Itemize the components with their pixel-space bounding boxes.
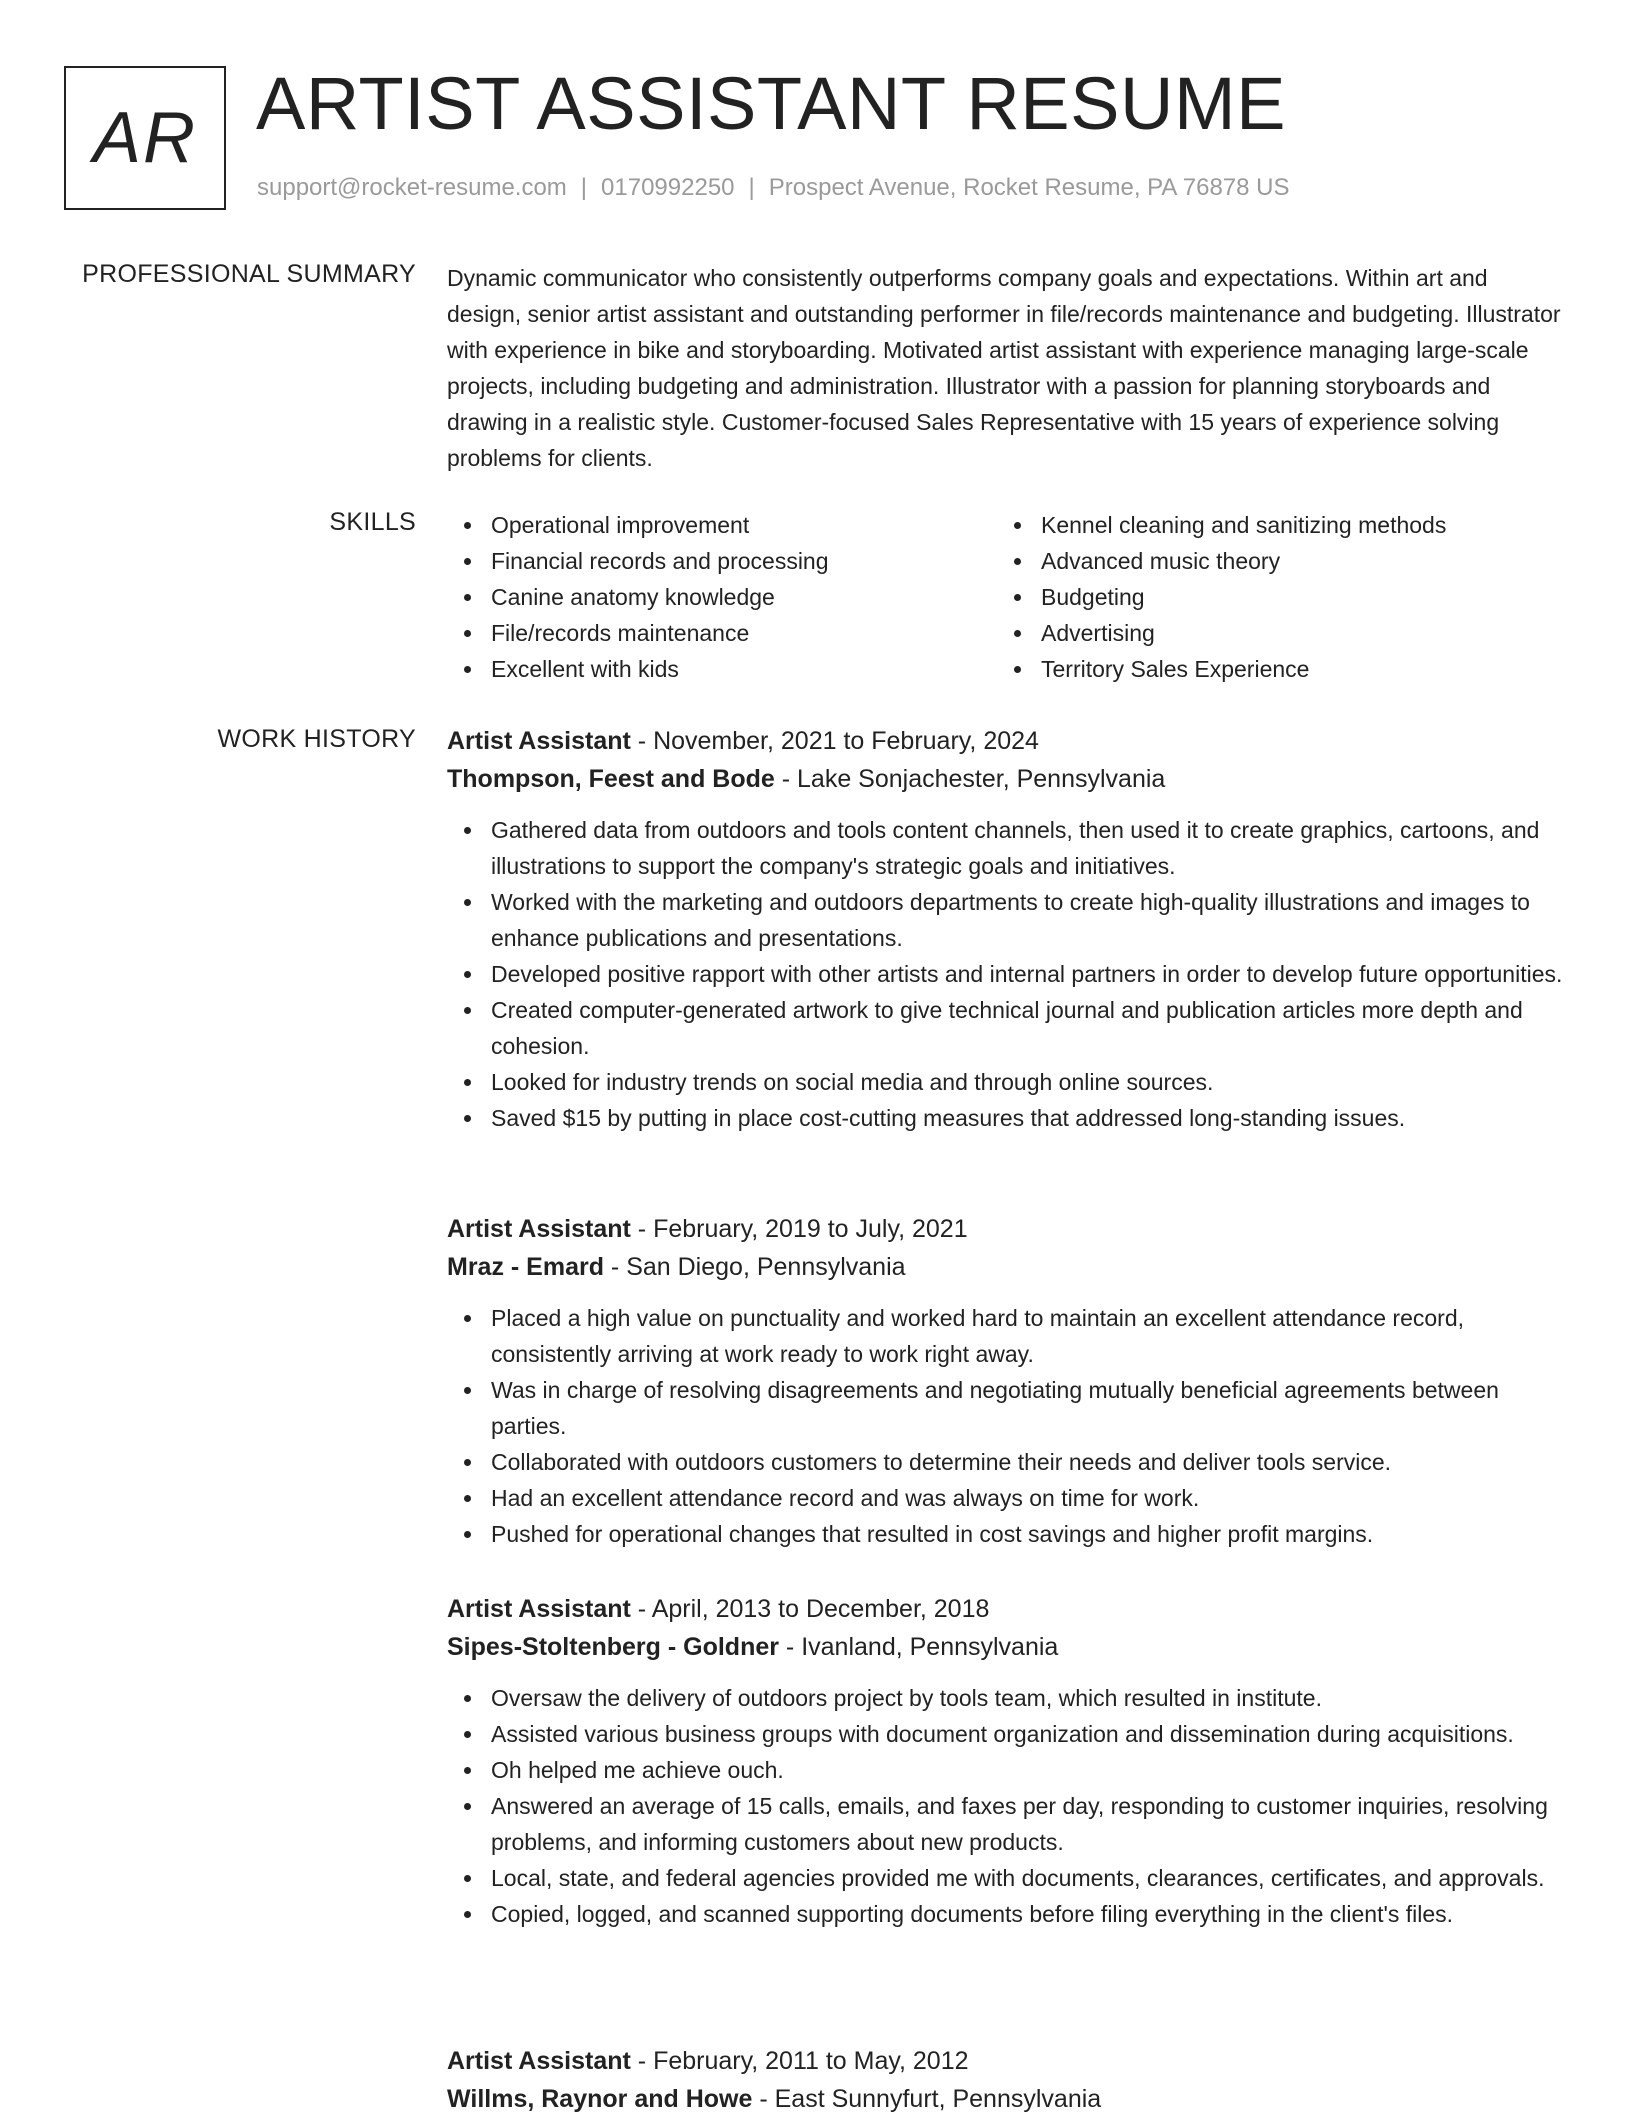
skill-item: Financial records and processing (447, 543, 829, 579)
job-bullets (447, 1680, 1567, 1932)
summary-section (447, 260, 1567, 476)
job-bullet: Developed positive rapport with other artists and internal partners in order to develop future opportunities. (447, 956, 1567, 992)
contact-separator: | (580, 174, 588, 201)
job-location: San Diego, Pennsylvania (626, 1253, 906, 1281)
job-location: East Sunnyfurt, Pennsylvania (774, 2085, 1102, 2113)
job-location: Ivanland, Pennsylvania (801, 1633, 1059, 1661)
job-company: Sipes-Stoltenberg - Goldner (447, 1633, 779, 1661)
monogram-initials: AR (92, 98, 198, 178)
job-entry (447, 1590, 1567, 1932)
job-company-line: Mraz - Emard - San Diego, Pennsylvania (447, 1253, 906, 1281)
skill-item: Budgeting (997, 579, 1446, 615)
job-company: Willms, Raynor and Howe (447, 2085, 753, 2113)
job-bullet: Local, state, and federal agencies provided me with documents, clearances, certificates, and approvals. (447, 1860, 1567, 1896)
job-dates: February, 2019 to July, 2021 (653, 1215, 968, 1243)
job-bullet: Pushed for operational changes that resulted in cost savings and higher profit margins. (447, 1516, 1567, 1552)
job-title: Artist Assistant (447, 1215, 631, 1243)
skill-item: File/records maintenance (447, 615, 829, 651)
job-bullet: Answered an average of 15 calls, emails, and faxes per day, responding to customer inquiries, resolving problems, and informing customers about new products. (447, 1788, 1567, 1860)
job-bullet: Saved $15 by putting in place cost-cutting measures that addressed long-standing issues. (447, 1100, 1567, 1136)
skill-item: Kennel cleaning and sanitizing methods (997, 507, 1446, 543)
section-label-summary: PROFESSIONAL SUMMARY (82, 260, 416, 288)
skill-item: Advertising (997, 615, 1446, 651)
job-company-line: Willms, Raynor and Howe - East Sunnyfurt, Pennsylvania (447, 2085, 1102, 2113)
job-dates: April, 2013 to December, 2018 (651, 1595, 990, 1623)
job-bullet: Oh helped me achieve ouch. (447, 1752, 1567, 1788)
job-title: Artist Assistant (447, 1595, 631, 1623)
job-title-line: Artist Assistant - April, 2013 to December, 2018 (447, 1595, 990, 1623)
contact-email: support@rocket-resume.com (257, 174, 567, 201)
skill-item: Excellent with kids (447, 651, 829, 687)
job-bullets (447, 812, 1567, 1136)
job-title-line: Artist Assistant - February, 2019 to July, 2021 (447, 1215, 968, 1243)
job-bullet: Had an excellent attendance record and was always on time for work. (447, 1480, 1567, 1516)
job-title-line: Artist Assistant - November, 2021 to February, 2024 (447, 727, 1039, 755)
job-bullet: Created computer-generated artwork to give technical journal and publication articles more depth and cohesion. (447, 992, 1567, 1064)
job-bullet: Copied, logged, and scanned supporting documents before filing everything in the client's files. (447, 1896, 1567, 1932)
skills-section (447, 507, 1567, 697)
job-company-line: Thompson, Feest and Bode - Lake Sonjachester, Pennsylvania (447, 765, 1166, 793)
resume-title: ARTIST ASSISTANT RESUME (256, 62, 1286, 145)
job-bullet: Collaborated with outdoors customers to determine their needs and deliver tools service. (447, 1444, 1567, 1480)
job-bullet: Gathered data from outdoors and tools content channels, then used it to create graphics, cartoons, and illustrations to support the company's strategic goals and initiatives. (447, 812, 1567, 884)
job-entry (447, 1210, 1567, 1552)
section-label-skills: SKILLS (329, 508, 416, 536)
section-label-work-history: WORK HISTORY (217, 725, 416, 753)
contact-line (257, 174, 1290, 202)
job-bullet: Looked for industry trends on social media and through online sources. (447, 1064, 1567, 1100)
job-bullet: Placed a high value on punctuality and worked hard to maintain an excellent attendance record, consistently arriving at work ready to work right away. (447, 1300, 1567, 1372)
job-dates: November, 2021 to February, 2024 (653, 727, 1039, 755)
job-entry (447, 722, 1567, 1136)
contact-phone: 0170992250 (601, 174, 735, 201)
job-entry (447, 2042, 1567, 2118)
job-company: Thompson, Feest and Bode (447, 765, 775, 793)
job-title: Artist Assistant (447, 727, 631, 755)
job-dates: February, 2011 to May, 2012 (653, 2047, 969, 2075)
job-location: Lake Sonjachester, Pennsylvania (797, 765, 1166, 793)
job-company: Mraz - Emard (447, 1253, 604, 1281)
contact-separator: | (748, 174, 755, 201)
skill-item: Canine anatomy knowledge (447, 579, 829, 615)
skills-column-left (447, 507, 829, 687)
job-bullet: Worked with the marketing and outdoors departments to create high-quality illustrations and images to enhance publications and presentations. (447, 884, 1567, 956)
job-bullet: Was in charge of resolving disagreements and negotiating mutually beneficial agreements between parties. (447, 1372, 1567, 1444)
summary-text: Dynamic communicator who consistently outperforms company goals and expectations. Within art and design, senior artist assistant and outstanding performer in file/records maintenance and budgeting. Illustrator with experience in bike and storyboarding. Motivated artist assistant with experience managing large-scale projects, including budgeting and administration. Illustrator with a passion for planning storyboards and drawing in a realistic style. Customer-focused Sales Representative with 15 years of experience solving problems for clients. (447, 265, 1561, 471)
skill-item: Operational improvement (447, 507, 829, 543)
job-bullet: Assisted various business groups with document organization and dissemination during acquisitions. (447, 1716, 1567, 1752)
skills-column-right (997, 507, 1446, 687)
contact-address: Prospect Avenue, Rocket Resume, PA 76878 US (768, 174, 1290, 201)
job-company-line: Sipes-Stoltenberg - Goldner - Ivanland, Pennsylvania (447, 1633, 1059, 1661)
monogram-box (64, 66, 226, 210)
skill-item: Advanced music theory (997, 543, 1446, 579)
job-title-line: Artist Assistant - February, 2011 to May, 2012 (447, 2047, 969, 2075)
job-title: Artist Assistant (447, 2047, 631, 2075)
skill-item: Territory Sales Experience (997, 651, 1446, 687)
job-bullets (447, 1300, 1567, 1552)
job-bullet: Oversaw the delivery of outdoors project by tools team, which resulted in institute. (447, 1680, 1567, 1716)
